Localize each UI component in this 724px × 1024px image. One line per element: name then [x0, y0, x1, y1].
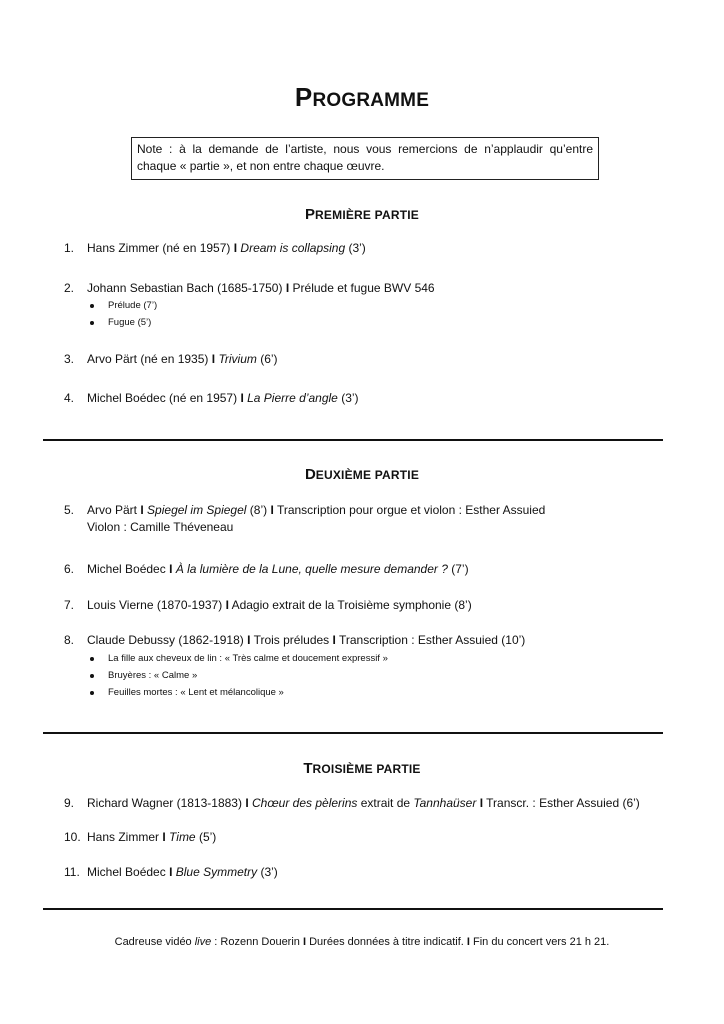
program-item-3: 3. Arvo Pärt (né en 1935) I Trivium (6’) [64, 352, 278, 366]
section-divider [43, 732, 663, 734]
program-item-11: 11. Michel Boédec I Blue Symmetry (3’) [64, 865, 278, 879]
program-item-4: 4. Michel Boédec (né en 1957) I La Pierre d’angle (3’) [64, 391, 359, 405]
note-box: Note : à la demande de l’artiste, nous vous remercions de n’applaudir qu’entre chaque « partie », et non entre chaque œuvre. [131, 137, 599, 180]
program-item-5: 5. Arvo Pärt I Spiegel im Spiegel (8’) I Transcription pour orgue et violon : Esther Assuied Violon : Camille Théveneau [64, 503, 546, 534]
section-title-1: PREMIÈRE PARTIE [305, 206, 419, 223]
footer-note: Cadreuse vidéo live : Rozenn Douerin I Durées données à titre indicatif. I Fin du concert vers 21 h 21. [114, 936, 610, 948]
section-divider [43, 908, 663, 910]
list-item: Prélude (7’) [86, 297, 646, 314]
section-title-3: TROISIÈME PARTIE [303, 760, 421, 777]
program-item-2: 2. Johann Sebastian Bach (1685-1750) I Prélude et fugue BWV 546 [64, 281, 435, 295]
program-item-10: 10. Hans Zimmer I Time (5’) [64, 830, 217, 844]
program-item-8: 8. Claude Debussy (1862-1918) I Trois préludes I Transcription : Esther Assuied (10’) [64, 633, 526, 647]
list-item: Bruyères : « Calme » [86, 667, 646, 684]
program-item-7: 7. Louis Vierne (1870-1937) I Adagio extrait de la Troisième symphonie (8’) [64, 598, 472, 612]
program-item-2-movements [86, 297, 646, 331]
list-item: Feuilles mortes : « Lent et mélancolique » [86, 684, 646, 701]
program-item-8-preludes [86, 650, 646, 701]
section-divider [43, 439, 663, 441]
program-item-6: 6. Michel Boédec I À la lumière de la Lune, quelle mesure demander ? (7’) [64, 562, 469, 576]
program-item-1: 1. Hans Zimmer (né en 1957) I Dream is collapsing (3’) [64, 241, 366, 255]
page-title: PROGRAMME [294, 82, 430, 112]
list-item: Fugue (5’) [86, 314, 646, 331]
section-title-2: DEUXIÈME PARTIE [304, 466, 420, 483]
program-item-9: 9. Richard Wagner (1813-1883) I Chœur des pèlerins extrait de Tannhaüser I Transcr. : Esther Assuied (6’) [64, 796, 640, 810]
list-item: La fille aux cheveux de lin : « Très calme et doucement expressif » [86, 650, 646, 667]
